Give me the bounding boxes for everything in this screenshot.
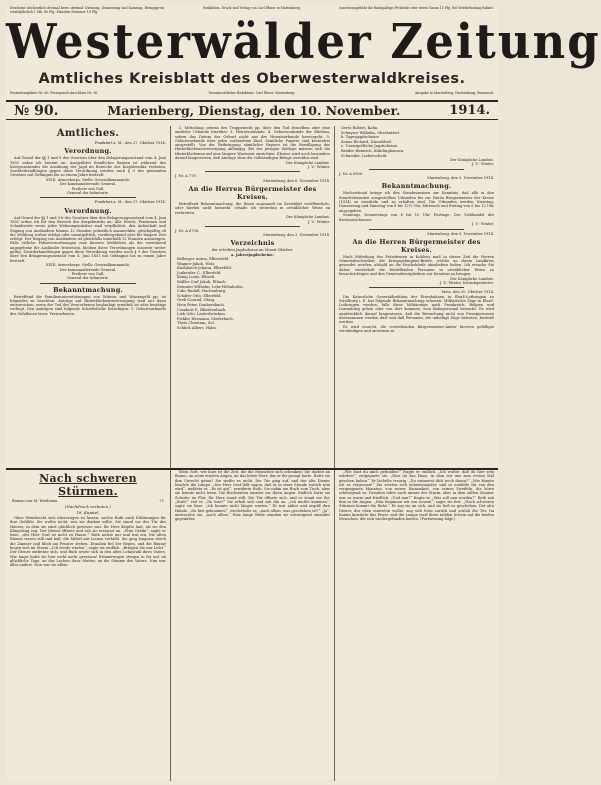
list-item: Hein Peter, Daubersbach.: [177, 302, 225, 307]
notice-signature: Der Königliche Landrat.: [286, 215, 330, 220]
list-item: Cahr Rudolf, Hachenburg.: [177, 289, 227, 294]
feuilleton-column-3: [334, 470, 498, 781]
feuilleton-column-2: [170, 470, 334, 781]
notice-signature: Der Königliche Landrat.: [450, 158, 494, 163]
dateline: [6, 100, 498, 120]
divider: [369, 287, 464, 288]
notice-subtitle: a. Jahresjagdscheine.: [231, 252, 274, 257]
notice-signature: XVIII. Armeekorps. Stellv. Generalkommando.: [46, 263, 130, 268]
publisher-left: Postzeitungsliste Nr. 60. Fernsprech-Anschluss Nr. 16.: [10, 91, 99, 95]
list-item: Cosakow P., Blieshenbach.: [177, 307, 227, 312]
notice-text: Die Kaiserliche Generaldirektion der Eisenbahnen in Elsaß-Lothringen zu Straßburg i. E. hat folgende Bekanntmachung erlassen: Militärische Züge in Elsaß-Lothringen werden, falls diese Militärzüge nach Frankreich, Belgien und Luxemburg gehen oder von dort kommen, vom Bahnpersonal bewacht. Es wird ausdrücklich darauf hingewiesen, daß die Bewachung nicht von Privatpersonen übernommen werden darf und daß Personen, die unbefugt Züge betreten, bestraft werden. Es wird ersucht, die vorstehenden Bürgermeister-Ämter hiervon gefälligst verständigen und anweisen zu: [339, 294, 494, 334]
hunting-license-list: [339, 126, 494, 158]
divider: [369, 229, 464, 230]
notice-signature: XVIII. Armeekorps. Stellv. Generalkommando.: [46, 178, 130, 183]
list-item: c. Unentgeltliche Jagdscheine.: [341, 144, 399, 149]
list-item: Brüder Heinrich, Kühdinghausen.: [341, 148, 405, 153]
divider: [205, 171, 300, 172]
notice-signature: General der Infanterie.: [66, 276, 110, 281]
list-item: Müller Carl Jakob, Elbach.: [177, 279, 227, 284]
serial-author: Roman von M. Weidenau.: [12, 499, 59, 503]
serial-text: Ohne Weinbrecht sich überzeugen zu lassen, suchte Ruth nach Erklärungen für ihre Gefühle. Sie wußte nicht, was sie denken sollte. Sie stand vor der Tür des Hauses, in dem sie einst glücklich gewesen war. Ihr Herz klopfte laut, als sie den Klingelzug zog. Der Diener öffnete und sah sie erstaunt an. „Frau Gräfin“, sagte er leise, „der Herr Graf ist nicht zu Hause.“ Ruth nickte nur und trat ein. Die alten Räume waren still und kalt, die Möbel mit Leinen verhüllt. Sie ging langsam durch die Zimmer und blieb am Fenster stehen. Draußen fiel der Regen, und die Bäume bogen sich im Sturm. „Ich werde warten“, sagte sie endlich. „Bringen Sie mir Licht.“ Der Diener entfernte sich, und Ruth setzte sich in den alten Lehnstuhl ihres Vaters. Wie lange hatte sie hier nicht mehr gesessen! Erinnerungen stiegen in ihr auf, an glückliche Tage, an das Lachen ihrer Mutter, an die Stimme des Vaters. Nun war alles anders. Nun war sie allein.: [10, 516, 166, 568]
list-item: Bellerger Anton, Elbersfeld.: [177, 257, 230, 262]
feuilleton-section: [6, 468, 498, 779]
list-item: Schlick Albert, Hahn.: [177, 325, 218, 330]
notice-signature: Der kommandierende General.: [59, 267, 117, 272]
notice-ref: J. Nr. A 6708.: [175, 228, 200, 233]
issue-number: № 90.: [14, 102, 59, 119]
list-item: Demmer Wilhelm, Lehr-Höhnhofen.: [177, 284, 244, 289]
list-item: Theis Christian, Sel.: [177, 321, 215, 326]
publisher-right: Ausgabe in Marienberg, Hachenburg, Rennerod.: [414, 91, 494, 95]
notice-signature: General der Infanterie.: [66, 191, 110, 196]
list-item: Fickler Hermann, Moderbach.: [177, 316, 234, 321]
notice-title: Verordnung.: [64, 206, 112, 215]
newspaper-title: Westerwälder Zeitung: [6, 13, 601, 70]
notice-title: Verordnung.: [64, 147, 112, 156]
publisher-mid: Verantwortlicher Redakteur: Carl Ebner, Marienberg.: [208, 91, 296, 95]
notice-place: Frankfurt a. M., den 27. Oktober 1914.: [94, 200, 166, 205]
notice-place: Marienberg, den 6. November 1914.: [263, 178, 330, 183]
notice-title: Bekanntmachung.: [381, 182, 452, 191]
divider: [40, 197, 136, 198]
notice-signature: Freiherr von Gall,: [71, 271, 105, 276]
list-item: Wagner Jakob, Wolz.: [177, 261, 216, 266]
notice-signature: J. V.: Winter.: [307, 165, 330, 170]
notice-signature: Der Königliche Landrat.: [450, 276, 494, 281]
notice-title: Bekanntmachung.: [53, 285, 123, 294]
divider: [40, 283, 136, 284]
list-item: Schneider, Lieberscheid.: [341, 153, 388, 158]
notice-text: Nach Mitteilung des Präsidenten in Koblenz muß in dieser Zeit die Herren Gemeindeschreiber, die Kriegsgefangene-Briefe, welche an ihrem Landkreis gesendet werden, alsbald an die Postbehörde abzuliefern haben. Ich ersuche Sie daher, wiederholt die betreffenden Personen in ortsüblicher Weise zu benachrichtigen und den Gemeindemitgliedern zur Kenntnis zu bringen.: [339, 254, 494, 276]
serial-text: „Wie hast du mich gefunden?“ fragte er endlich. „Ich wußte, daß du hier sein würdest“, entgegnete sie. „Dies ist das Haus, in dem wir uns zum ersten Mal gesehen haben.“ Er lächelte traurig. „Du erinnerst dich noch daran?“ „Wie könnte ich es vergessen!“ Sie setzten sich nebeneinander, und er erzählte ihr von den vergangenen Monaten, von seiner Einsamkeit, von seinen Zweifeln. Sie hörte schweigend zu. Draußen tobte noch immer der Sturm, aber in dem stillen Zimmer war es warm und friedlich. „Und nun?“ fragte er. „Was soll nun werden?“ Ruth sah ihm in die Augen. „Nun beginnen wir von neuem“, sagte sie fest. „Nach schweren Stürmen kommt die Ruhe.“ Er zog sie an sich, und sie ließ es geschehen. Der alte Diener, der eben eintreten wollte, zog sich leise zurück und schloß die Tür. Im Kamin knisterte das Feuer, und die Lampe warf ihren milden Schein auf die beiden Menschen, die sich wiedergefunden hatten. (Fortsetzung folgt.): [339, 470, 494, 522]
notice-subtitle: der erteilten Jagdscheine im Monat Oktober.: [211, 248, 294, 253]
notice-place: Frankfurt a. M., den 27. Oktober 1914.: [94, 141, 166, 145]
serial-part: 71: [159, 499, 164, 503]
notice-place: Marienberg, den 9. November 1914.: [427, 231, 494, 236]
section-heading: Amtliches.: [56, 128, 120, 139]
serial-byline: [10, 499, 166, 503]
header-right-note: Insertionsgebühr die fünfspaltige Petitzeile oder deren Raum 15 Pfg. Bei Wiederholung Rabatt.: [339, 6, 494, 10]
newspaper-page: [6, 6, 601, 779]
serial-note: (Nachdruck verboten.): [64, 504, 112, 509]
notice-ref: J. Nr. A 6900.: [339, 171, 364, 176]
list-item: b. Tagesjagdscheine.: [341, 135, 380, 140]
column-2: [170, 126, 334, 468]
notice-signature: J. V.: Winter.: [471, 222, 494, 227]
column-3: [334, 126, 498, 468]
newspaper-subtitle: Amtliches Kreisblatt des Oberwesterwaldkreises.: [38, 71, 466, 87]
notice-title: Verzeichnis: [230, 239, 275, 248]
notice-text: 2. Mitteilung seitens des Truppenteils pp. über den Tod desselben oder eine amtliche Urkunde hierüber. 3. Heiratsurkunde. 4. Geburtsurkunde der Ehefrau, sofern das Datum der Geburt nicht aus der Heiratsurkunde hervorgeht. 5. Geburtsurkunde über jedes vorhandene Kind. Sämtliche Papiere sind kostenfrei ausgestellt. Von der Beibringung sämtlicher Papiere ist die Bewilligung der Hinterbliebenenversorgung abhängig. Bei der jetzigen Zeitlage müssen sich die Hinterbliebenen auf eine längere Wartezeit einrichten. Ebenso wird noch besonders darauf hingewiesen, daß Anträge ohne die vollständigen Belege zwecklos sind.: [175, 126, 330, 161]
list-item: Greb Conrad, Obisg.: [177, 298, 216, 303]
divider: [205, 226, 300, 227]
official-columns: [6, 126, 498, 468]
notice-text: Betreffend die Familienunterstützungen von Witwen und Waisengeld pp. ist folgendes zu beachten: Anträge auf Hinterbliebenenversorgung sind nur dann einzureichen, wenn der Tod des Verstorbenen beglaubigt ermittelt ist oder bestätigt vorliegt. Den Anträgen sind folgende Schriftstücke beizufügen: 1. Geburtsurkunde des Gefallenen bezw. Verstorbenen.: [10, 294, 166, 316]
notice-signature: J. V.: Winter.: [307, 219, 330, 224]
hunting-license-list: [175, 257, 330, 331]
serial-chapter: 18. Kapitel.: [76, 510, 100, 515]
notice-signature: J. V.: Winter.: [471, 162, 494, 167]
list-item: Jonkerder C., Elberfeld.: [177, 270, 222, 275]
publisher-row: [6, 88, 498, 100]
header-mid-note: Redaktion, Druck und Verlag von Carl Ebner in Marienberg.: [203, 6, 301, 10]
notice-text: Betreffend Bekanntmachung, die Ihnen zugesandt im Kreisblatt veröffentlicht, oder hierbei nicht bemerkt, erhalte ich weiterhin in ortsüblicher Weise zu verbreiten.: [175, 201, 330, 215]
issue-date: Marienberg, Dienstag, den 10. November.: [107, 103, 401, 118]
notice-title: An die Herren Bürgermeister des Kreises.: [352, 237, 481, 254]
divider: [369, 169, 464, 170]
notice-ref: J. Nr. A 779.: [175, 174, 197, 179]
notice-signature: Freiherr von Gall,: [71, 186, 105, 191]
list-item: Lieb Otto, Lauterbrücken.: [177, 312, 226, 317]
header-left-note: Erscheint wöchentlich dreimal bezw. dreimal: Dienstag, Donnerstag und Samstag. Bezugspreis vierteljährlich 1 Mk. 80 Pfg. Einzelne Nummer 10 Pfg.: [10, 6, 165, 14]
list-item: Knoblauch Johann, Elberfeld.: [177, 266, 232, 271]
list-item: Gertz Robert, Kahn.: [341, 126, 379, 130]
list-item: Schuyzer Wilhelm, Oberhattert.: [341, 130, 401, 135]
notice-text: Auf Grund der §§ 1 und 9 des Gesetzes über den Belagerungszustand vom 4. Juni 1851 ordne ich hiermit an: Ausgeübtes feindliches Bauten ist während des Kriegszustandes die Ausübung der Jagd im Bereiche des Korpsbezirks verboten. Zuwiderhandlungen gegen diese Verordnung werden nach § 9 des genannten Gesetzes mit Gefängnis bis zu einem Jahre bestraft.: [10, 156, 166, 178]
notice-text: Auf Grund der §§ 1 und 9 b des Gesetzes über den Belagerungszustand vom 4. Juni 1851 ordne ich für den Bereich des Korpsbezirks an: Alle Hotels, Pensionen und Schankwirte sowie jeder Wohnungsinhaber sind verpflichtet, den Aufenthalt und Zugang von Ausländern binnen 12 Stunden polizeilich anzumelden, gleichgültig ob die Meldung vorher erfolgt oder unentgeltlich, vorübergehend oder für längere Zeit erfolgt. Der Wegzug von Ausländern ist gleichfalls innerhalb 12 Stunden anzuzeigen. Falls örtliche Polizeiverordnungen eine kürzere Meldefrist als die vorstehend angegebene für Ausländer festsetzen, bleiben diese Verordnungen insoweit weiter gültig. Zuwiderhandlungen gegen diese Verordnung werden nach § 9 des Gesetzes über den Belagerungszustand vom 4. Juni 1851 mit Gefängnis bis zu einem Jahre bestraft.: [10, 215, 166, 263]
list-item: Schäfer Otto, Elberfeld.: [177, 293, 222, 298]
serial-text: Mein Gott, wie kurz ist die Zeit, die die Menschen sich schenken! Sie dachte an Benno, an seine ernsten Augen, an das letzte Wort, das er ihr gesagt hatte. Hatte sie ihm Unrecht getan? Sie wußte es nicht. Die Tür ging auf, und der alte Diener brachte die Lampe. „Der Herr Graf läßt sagen, daß er in einer Stunde zurück sein wird“, meldete er. „Es ist gut“, erwiderte Ruth. Sie nahm ein Buch vom Tisch, aber sie konnte nicht lesen. Die Buchstaben tanzten vor ihren Augen. Endlich hörte sie Schritte im Flur. Ihr Herz stand still. Die Tür öffnete sich, und er stand vor ihr. „Ruth!“ rief er. „Du hier?“ Sie erhob sich und sah ihn an. „Ich mußte kommen“, sagte sie leise. „Ich konnte nicht länger warten.“ Er trat näher und ergriff ihre Hände. „Du bist gekommen“, wiederholte er, „nach allem, was geschehen ist?“ „Ja“, antwortete sie, „nach allem.“ Eine lange Weile standen sie schweigend einander gegenüber.: [175, 470, 330, 522]
notice-signature: Der Königliche Landrat.: [286, 160, 330, 165]
notice-signature: Der kommandierende General.: [59, 182, 117, 187]
notice-text: Nachstehend bringe ich den Standesamtern zur Kenntnis, daß alle in den Standesbeamten ausgestellten Urkunden bis zur Herrn Bürgermeister der Kreise (1914) zu ermitteln und zu erhalten sind. Die Urkunden werden Dienstag, Donnerstag und Samstag von 8 bis 12½ Uhr, Mittwoch und Freitag von 8 bis 12 Uhr ausgegeben. Sonntags, Donnerstags von 8 bis 10 Uhr, Festtage, Der Viehhandel des Kreisausschusses.: [339, 191, 494, 222]
feuilleton-column-1: [6, 470, 170, 781]
column-1: [6, 126, 170, 468]
serial-title: Nach schweren Stürmen.: [39, 472, 137, 498]
issue-year: 1914.: [449, 103, 490, 118]
notice-signature: J. V.: Winter, Kreisdeputierter.: [439, 280, 494, 285]
list-item: König Louis, Elbach.: [177, 275, 216, 280]
notice-place: Marienberg, den 2. November 1914.: [263, 233, 330, 238]
notice-title: An die Herren Bürgermeister des Kreises.: [188, 184, 317, 201]
list-item: Sonus Richard, Düsseldorf.: [341, 139, 392, 144]
notice-place: Metz, den 20. Oktober 1914.: [441, 290, 494, 295]
notice-place: Marienberg, den 3. November 1914.: [427, 176, 494, 181]
